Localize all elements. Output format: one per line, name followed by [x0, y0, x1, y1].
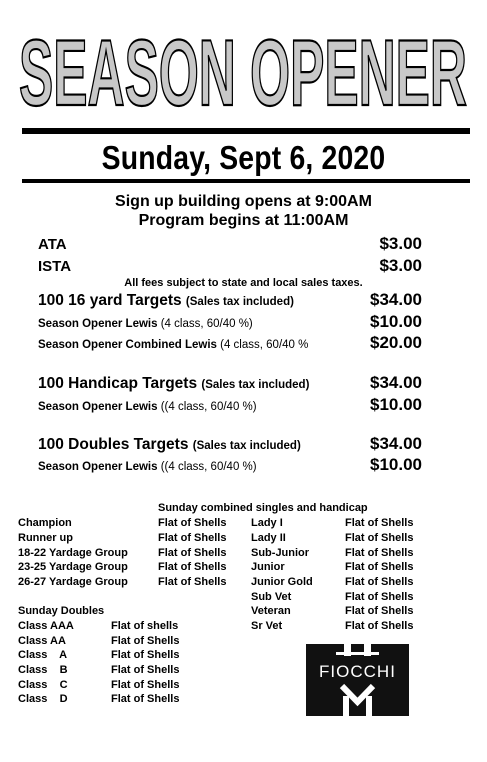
award-prize: Flat of Shells	[345, 561, 414, 573]
award-prize: Flat of Shells	[345, 576, 414, 588]
divider-top	[22, 128, 470, 134]
sponsor-logo	[306, 644, 409, 716]
award-name: Veteran	[251, 605, 291, 617]
sub-event-row	[38, 312, 422, 332]
award-prize: Flat of Shells	[158, 561, 227, 573]
sub-event-row	[38, 455, 422, 475]
award-prize: Flat of Shells	[111, 679, 180, 691]
award-name: Class AAA	[18, 620, 74, 632]
sub-event-price: $20.00	[370, 333, 422, 352]
combined-heading: Sunday combined singles and handicap	[158, 502, 368, 514]
award-name: Sub-Junior	[251, 547, 310, 559]
award-prize: Flat of Shells	[345, 532, 414, 544]
award-name: Sr Vet	[251, 620, 283, 632]
event-note: (Sales tax included)	[192, 440, 301, 452]
award-prize: Flat of Shells	[345, 517, 414, 529]
sub-event-row	[38, 395, 422, 415]
event-handicap	[38, 373, 422, 393]
sub-event-label: Season Opener Lewis	[38, 461, 158, 473]
award-prize: Flat of Shells	[158, 576, 227, 588]
award-name: Class AA	[18, 635, 66, 647]
award-name: Sub Vet	[251, 591, 292, 603]
award-prize: Flat of shells	[111, 620, 179, 632]
award-prize: Flat of Shells	[158, 517, 227, 529]
award-name: Class B	[18, 664, 68, 676]
sub-event-label: Season Opener Lewis	[38, 318, 158, 330]
event-title: 100 Doubles Targets	[38, 436, 189, 453]
award-name: Lady II	[251, 532, 286, 544]
award-prize: Flat of Shells	[111, 635, 180, 647]
doubles-heading: Sunday Doubles	[18, 605, 105, 617]
event-16yard	[38, 290, 422, 310]
fee-row-ata	[38, 234, 422, 254]
page-title: SEASON OPENER	[19, 20, 468, 125]
award-name: 26-27 Yardage Group	[18, 576, 128, 588]
event-doubles	[38, 434, 422, 454]
sub-event-detail: ((4 class, 60/40 %)	[160, 461, 257, 473]
event-date: Sunday, Sept 6, 2020	[101, 139, 386, 176]
title-banner	[0, 0, 487, 125]
award-name: Class D	[18, 693, 68, 705]
award-name: 18-22 Yardage Group	[18, 547, 128, 559]
award-name: Junior Gold	[251, 576, 313, 588]
event-note: (Sales tax included)	[185, 296, 294, 308]
event-title: 100 Handicap Targets	[38, 375, 198, 392]
award-prize: Flat of Shells	[111, 649, 180, 661]
award-name: 23-25 Yardage Group	[18, 561, 128, 573]
signup-time: Sign up building opens at 9:00AM	[115, 193, 372, 210]
fee-label: ATA	[38, 236, 67, 253]
sub-event-price: $10.00	[370, 455, 422, 474]
award-prize: Flat of Shells	[158, 532, 227, 544]
fee-row-ista	[38, 256, 422, 276]
award-name: Class A	[18, 649, 68, 661]
program-time: Program begins at 11:00AM	[138, 212, 349, 229]
award-prize: Flat of Shells	[345, 605, 414, 617]
award-name: Champion	[18, 517, 72, 529]
event-price: $34.00	[370, 434, 422, 453]
fiocchi-logo-icon	[306, 644, 409, 716]
award-name: Lady I	[251, 517, 283, 529]
award-prize: Flat of Shells	[345, 547, 414, 559]
event-note: (Sales tax included)	[201, 379, 310, 391]
sub-event-detail: (4 class, 60/40 %)	[160, 318, 253, 330]
award-prize: Flat of Shells	[111, 664, 180, 676]
award-name: Class C	[18, 679, 68, 691]
award-prize: Flat of Shells	[345, 591, 414, 603]
event-price: $34.00	[370, 373, 422, 392]
sub-event-row	[38, 333, 422, 353]
fee-price: $3.00	[379, 234, 422, 253]
fee-label: ISTA	[38, 258, 72, 275]
event-title: 100 16 yard Targets	[38, 292, 182, 309]
sub-event-label: Season Opener Lewis	[38, 401, 158, 413]
sub-event-price: $10.00	[370, 395, 422, 414]
fee-price: $3.00	[379, 256, 422, 275]
award-prize: Flat of Shells	[111, 693, 180, 705]
sub-event-detail: (4 class, 60/40 %	[220, 339, 309, 351]
divider-bottom	[22, 179, 470, 183]
event-price: $34.00	[370, 290, 422, 309]
sub-event-price: $10.00	[370, 312, 422, 331]
award-prize: Flat of Shells	[345, 620, 414, 632]
sponsor-name: FIOCCHI	[319, 662, 396, 681]
award-prize: Flat of Shells	[158, 547, 227, 559]
sub-event-detail: ((4 class, 60/40 %)	[160, 401, 257, 413]
sub-event-label: Season Opener Combined Lewis	[38, 339, 217, 351]
tax-note: All fees subject to state and local sales taxes.	[124, 277, 363, 289]
award-name: Junior	[251, 561, 285, 573]
award-name: Runner up	[18, 532, 73, 544]
